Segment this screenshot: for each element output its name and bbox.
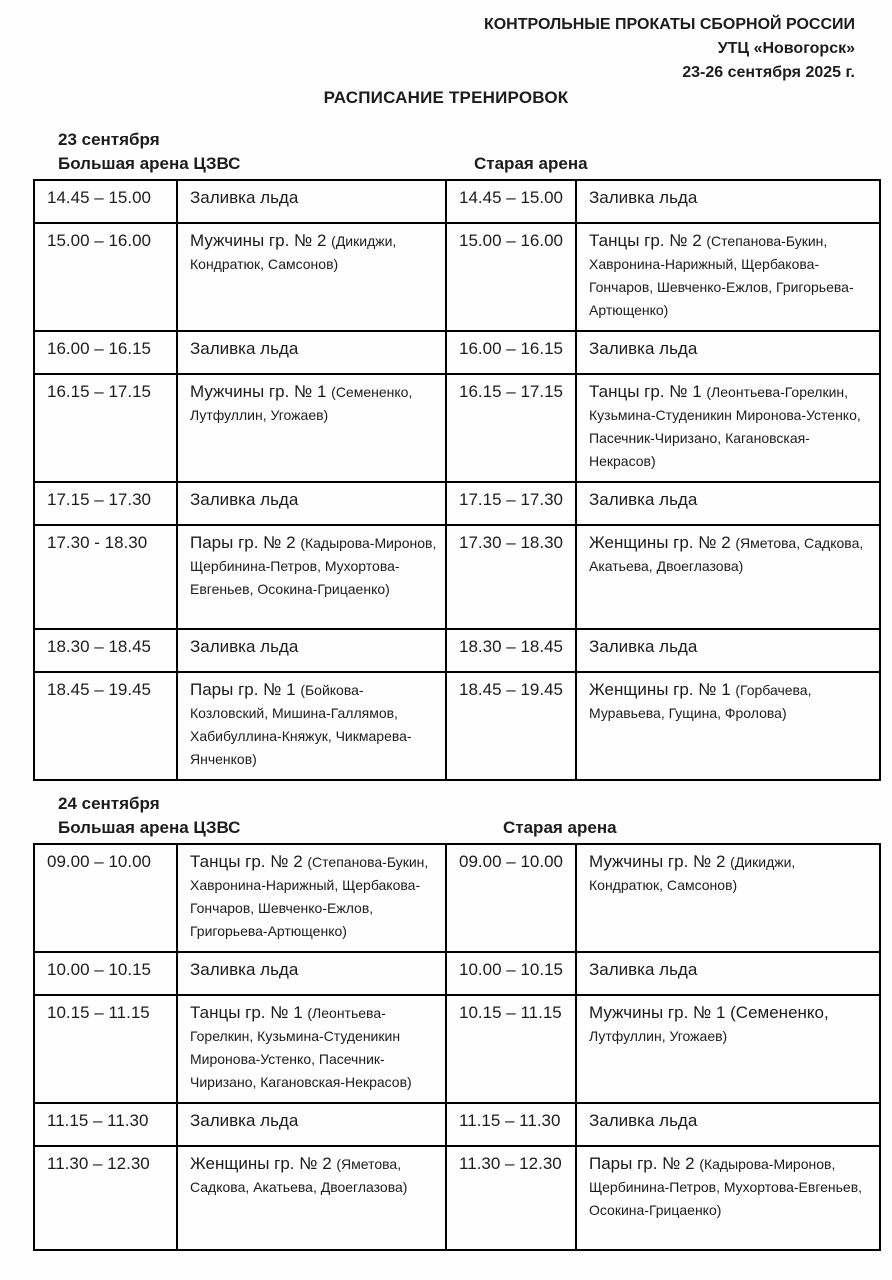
right-time-slot: 11.30 – 12.30	[446, 1146, 576, 1250]
right-activity-cell	[576, 374, 880, 482]
activity-name: Мужчины гр. № 1	[190, 382, 332, 401]
training-session-row	[34, 844, 880, 952]
athlete-names: (Яметова, Садкова, Акатьева, Двоеглазова)	[190, 1156, 408, 1195]
athlete-names: (Леонтьева-Горелкин, Кузьмина-Студеникин Миронова-Устенко, Пасечник-Чиризано, Кагановская-Некрасов)	[190, 1005, 412, 1090]
arena-name-big-arena: Большая арена ЦЗВС	[58, 154, 241, 173]
left-time-slot: 14.45 – 15.00	[34, 180, 177, 223]
left-activity-cell	[177, 180, 446, 223]
left-time-slot: 11.15 – 11.30	[34, 1103, 177, 1146]
activity-name: Мужчины гр. № 2	[589, 852, 731, 871]
right-time-slot: 14.45 – 15.00	[446, 180, 576, 223]
arena-name-old-arena: Старая арена	[503, 818, 617, 837]
athlete-names: (Степанова-Букин, Хавронина-Нарижный, Щербакова-Гончаров, Шевченко-Ежлов, Григорьева-Артющенко)	[190, 854, 429, 939]
right-time-slot: 16.15 – 17.15	[446, 374, 576, 482]
left-time-slot: 15.00 – 16.00	[34, 223, 177, 331]
right-time-slot: 18.45 – 19.45	[446, 672, 576, 780]
right-time-slot: 09.00 – 10.00	[446, 844, 576, 952]
training-session-row	[34, 223, 880, 331]
right-activity-cell	[576, 1103, 880, 1146]
left-time-slot: 10.15 – 11.15	[34, 995, 177, 1103]
activity-name: Заливка льда	[589, 188, 698, 207]
right-activity-cell	[576, 995, 880, 1103]
activity-name: Заливка льда	[589, 960, 698, 979]
right-activity-cell	[576, 1146, 880, 1250]
right-time-slot: 18.30 – 18.45	[446, 629, 576, 672]
athlete-names: (Яметова, Садкова, Акатьева, Двоеглазова)	[589, 535, 864, 574]
athlete-names: (Дикиджи, Кондратюк, Самсонов)	[589, 854, 796, 893]
activity-name: Заливка льда	[190, 339, 299, 358]
schedule-table-sep24	[33, 843, 881, 1251]
activity-name: Заливка льда	[190, 490, 299, 509]
left-time-slot: 17.30 - 18.30	[34, 525, 177, 629]
activity-name: Женщины гр. № 1	[589, 680, 736, 699]
activity-name: Пары гр. № 2	[589, 1154, 700, 1173]
header-dates: 23-26 сентября 2025 г.	[682, 64, 855, 81]
athlete-names: (Семененко, Лутфуллин, Угожаев)	[190, 384, 413, 423]
activity-name: Мужчины гр. № 2	[190, 231, 332, 250]
activity-name: Заливка льда	[190, 637, 299, 656]
activity-name: Мужчины гр. № 1 (Семененко,	[589, 1003, 829, 1022]
activity-name: Женщины гр. № 2	[190, 1154, 337, 1173]
right-activity-cell	[576, 331, 880, 374]
header-venue: УТЦ «Новогорск»	[717, 40, 855, 57]
ice-resurfacing-row	[34, 1103, 880, 1146]
training-session-row	[34, 525, 880, 629]
left-activity-cell	[177, 629, 446, 672]
athlete-names: (Дикиджи, Кондратюк, Самсонов)	[190, 233, 397, 272]
right-time-slot: 17.30 – 18.30	[446, 525, 576, 629]
training-session-row	[34, 995, 880, 1103]
activity-name: Заливка льда	[190, 188, 299, 207]
activity-name: Заливка льда	[190, 960, 299, 979]
document-title: РАСПИСАНИЕ ТРЕНИРОВОК	[323, 88, 569, 107]
training-session-row	[34, 374, 880, 482]
activity-name: Заливка льда	[190, 1111, 299, 1130]
left-time-slot: 18.30 – 18.45	[34, 629, 177, 672]
left-activity-cell	[177, 1103, 446, 1146]
activity-name: Женщины гр. № 2	[589, 533, 736, 552]
athlete-names: Лутфуллин, Угожаев)	[589, 1028, 728, 1044]
ice-resurfacing-row	[34, 952, 880, 995]
left-time-slot: 10.00 – 10.15	[34, 952, 177, 995]
section-date: 23 сентября	[58, 130, 160, 149]
activity-name: Танцы гр. № 1	[190, 1003, 308, 1022]
right-time-slot: 10.00 – 10.15	[446, 952, 576, 995]
document-header	[0, 0, 892, 85]
activity-name: Заливка льда	[589, 339, 698, 358]
ice-resurfacing-row	[34, 482, 880, 525]
right-activity-cell	[576, 180, 880, 223]
schedule-table-sep23	[33, 179, 881, 781]
activity-name: Пары гр. № 1	[190, 680, 301, 699]
right-activity-cell	[576, 952, 880, 995]
activity-name: Заливка льда	[589, 637, 698, 656]
left-time-slot: 17.15 – 17.30	[34, 482, 177, 525]
athlete-names: (Горбачева, Муравьева, Гущина, Фролова)	[589, 682, 812, 721]
left-time-slot: 11.30 – 12.30	[34, 1146, 177, 1250]
left-activity-cell	[177, 672, 446, 780]
right-time-slot: 16.00 – 16.15	[446, 331, 576, 374]
arena-headers-row	[0, 151, 892, 176]
right-activity-cell	[576, 223, 880, 331]
training-session-row	[34, 1146, 880, 1250]
athlete-names: (Бойкова-Козловский, Мишина-Галлямов, Хабибуллина-Княжук, Чикмарева-Янченков)	[190, 682, 412, 767]
right-activity-cell	[576, 525, 880, 629]
left-activity-cell	[177, 482, 446, 525]
arena-name-big-arena: Большая арена ЦЗВС	[58, 818, 241, 837]
left-activity-cell	[177, 374, 446, 482]
right-time-slot: 17.15 – 17.30	[446, 482, 576, 525]
athlete-names: (Степанова-Букин, Хавронина-Нарижный, Щербакова-Гончаров, Шевченко-Ежлов, Григорьева-Артющенко)	[589, 233, 854, 318]
left-time-slot: 18.45 – 19.45	[34, 672, 177, 780]
schedule-section-sep23	[0, 129, 892, 781]
arena-name-old-arena: Старая арена	[474, 154, 588, 173]
athlete-names: (Кадырова-Миронов, Щербинина-Петров, Мухортова-Евгеньев, Осокина-Грицаенко)	[190, 535, 437, 597]
right-activity-cell	[576, 482, 880, 525]
right-activity-cell	[576, 672, 880, 780]
ice-resurfacing-row	[34, 331, 880, 374]
left-time-slot: 16.15 – 17.15	[34, 374, 177, 482]
left-activity-cell	[177, 1146, 446, 1250]
activity-name: Танцы гр. № 2	[589, 231, 707, 250]
left-activity-cell	[177, 995, 446, 1103]
section-date: 24 сентября	[58, 794, 160, 813]
right-time-slot: 10.15 – 11.15	[446, 995, 576, 1103]
athlete-names: (Леонтьева-Горелкин, Кузьмина-Студеникин Миронова-Устенко, Пасечник-Чиризано, Кагановская-Некрасов)	[589, 384, 861, 469]
left-time-slot: 16.00 – 16.15	[34, 331, 177, 374]
left-activity-cell	[177, 331, 446, 374]
activity-name: Танцы гр. № 1	[589, 382, 707, 401]
left-activity-cell	[177, 223, 446, 331]
left-time-slot: 09.00 – 10.00	[34, 844, 177, 952]
header-event-title: КОНТРОЛЬНЫЕ ПРОКАТЫ СБОРНОЙ РОССИИ	[483, 16, 855, 33]
left-activity-cell	[177, 525, 446, 629]
ice-resurfacing-row	[34, 180, 880, 223]
right-activity-cell	[576, 844, 880, 952]
athlete-names: (Кадырова-Миронов, Щербинина-Петров, Мухортова-Евгеньев, Осокина-Грицаенко)	[589, 1156, 863, 1218]
ice-resurfacing-row	[34, 629, 880, 672]
right-time-slot: 11.15 – 11.30	[446, 1103, 576, 1146]
activity-name: Заливка льда	[589, 490, 698, 509]
activity-name: Танцы гр. № 2	[190, 852, 308, 871]
training-session-row	[34, 672, 880, 780]
right-activity-cell	[576, 629, 880, 672]
schedule-section-sep24	[0, 793, 892, 1251]
activity-name: Пары гр. № 2	[190, 533, 301, 552]
left-activity-cell	[177, 952, 446, 995]
activity-name: Заливка льда	[589, 1111, 698, 1130]
arena-headers-row	[0, 815, 892, 840]
left-activity-cell	[177, 844, 446, 952]
right-time-slot: 15.00 – 16.00	[446, 223, 576, 331]
